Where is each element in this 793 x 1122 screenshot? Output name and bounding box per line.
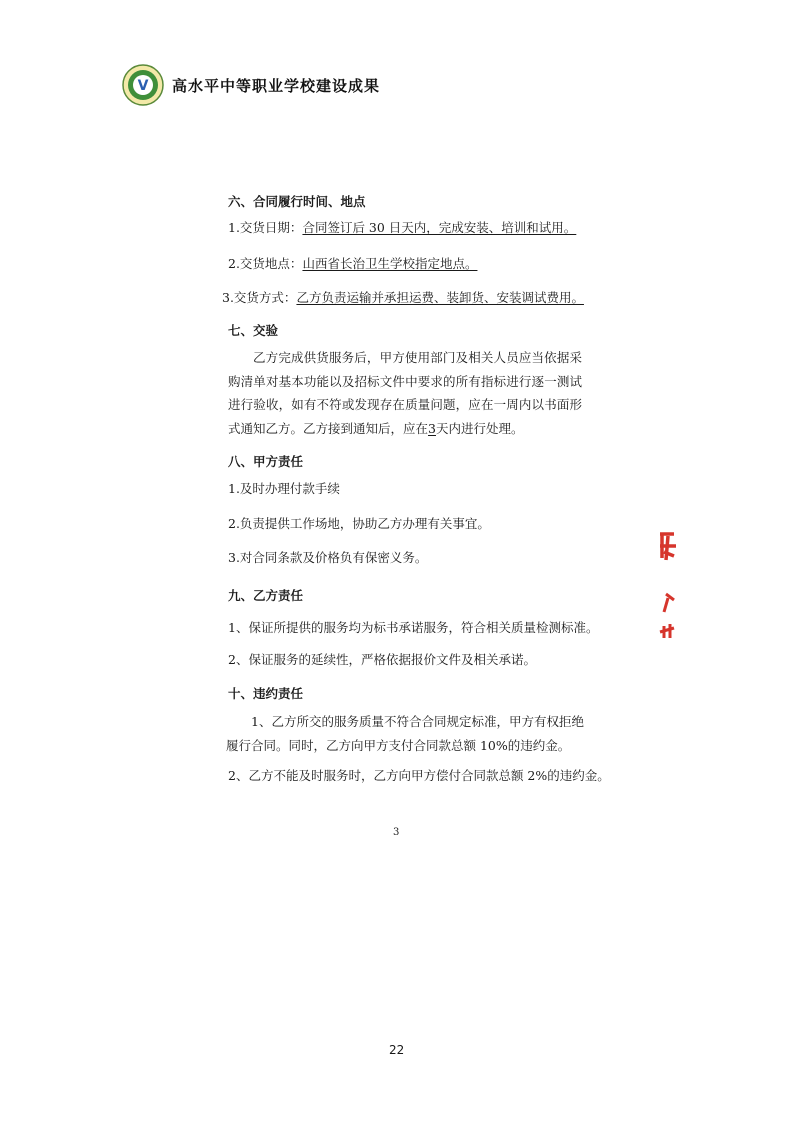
partyB-duty-1: 1、保证所提供的服务均为标书承诺服务，符合相关质量检测标准。 [228,620,599,635]
breach-clause-2: 2、乙方不能及时服务时，乙方向甲方偿付合同款总额 2%的违约金。 [228,768,610,783]
section7-heading: 七、交验 [228,323,279,338]
delivery-date-value: 合同签订后 30 日天内，完成安装、培训和试用。 [302,220,577,235]
section8-heading: 八、甲方责任 [228,454,304,469]
seal-stroke-3 [660,624,674,638]
partyA-duty-2: 2.负责提供工作场地，协助乙方办理有关事宜。 [228,516,490,531]
section6-heading: 六、合同履行时间、地点 [228,194,366,209]
seal-stroke-1 [660,534,676,560]
section10-heading: 十、违约责任 [228,686,304,701]
section9-heading: 九、乙方责任 [228,588,304,603]
delivery-place-label: 2.交货地点： [228,256,303,271]
delivery-date-label: 1.交货日期： [228,220,303,235]
delivery-date-line [228,218,576,236]
school-emblem-icon [122,64,164,106]
header-title: 高水平中等职业学校建设成果 [172,76,381,95]
emblem-letter: V [137,78,149,94]
red-seal-fragment [656,528,680,648]
acceptance-days: 3 [428,420,436,436]
outer-page-number: 22 [389,1043,405,1057]
acceptance-paragraph [228,346,582,440]
inner-page-number: 3 [393,827,400,838]
acceptance-text-end: 天内进行处理。 [435,420,524,436]
delivery-place-value: 山西省长治卫生学校指定地点。 [302,256,478,271]
acceptance-text: 乙方完成供货服务后，甲方使用部门及相关人员应当依据采购清单对基本功能以及招标文件中要求的所有指标进行逐一测试进行验收，如有不符或发现存在质量问题，应在一周内以书面形式通知乙方。乙方接到通知后，应在 [228,350,582,436]
seal-stroke-2 [664,594,674,612]
partyA-duty-3: 3.对合同条款及价格负有保密义务。 [228,550,428,565]
delivery-method-label: 3.交货方式： [222,290,297,305]
delivery-method-value: 乙方负责运输并承担运费、装卸货、安装调试费用。 [296,290,584,305]
delivery-place-line [228,254,477,272]
delivery-method-line [222,288,584,306]
breach-clause-1: 1、乙方所交的服务质量不符合合同规定标准，甲方有权拒绝履行合同。同时，乙方向甲方支付合同款总额 10%的违约金。 [226,714,584,753]
partyB-duty-2: 2、保证服务的延续性，严格依据报价文件及相关承诺。 [228,652,536,667]
partyA-duty-1: 1.及时办理付款手续 [228,481,340,496]
document-header [122,64,380,106]
